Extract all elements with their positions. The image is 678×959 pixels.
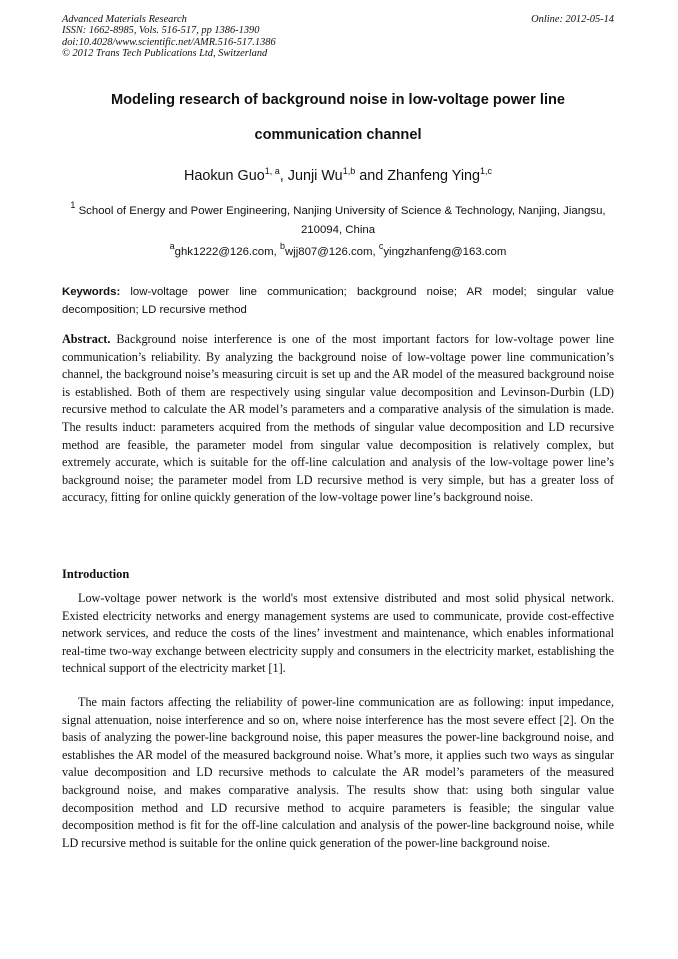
issn-line: ISSN: 1662-8985, Vols. 516-517, pp 1386-1390 bbox=[62, 25, 260, 37]
abstract bbox=[62, 331, 614, 507]
section-heading-introduction: Introduction bbox=[62, 567, 130, 581]
author-name: Haokun Guo bbox=[183, 168, 265, 184]
online-date: Online: 2012-05-14 bbox=[531, 14, 614, 25]
email-list: $^a$ghk1222@126.com, $^b$wjj807@126.com, $^c$yingzhanfeng@163.com bbox=[169, 241, 507, 258]
keywords-label: Keywords: bbox=[62, 286, 121, 298]
affiliation-text: School of Energy and Power Engineering, Nanjing University of Science & Technology, Nanjing, Jiangsu, 210094, China bbox=[78, 205, 606, 236]
email-address: wjj807@126.com bbox=[284, 246, 373, 258]
author-separator: , bbox=[279, 168, 288, 184]
email-mark: c bbox=[378, 241, 384, 251]
abstract-text: Background noise interference is one of the most important factors for low-voltage power line communication’s reliability. By analyzing the background noise of low-voltage power line communication’s channel, the background noise’s measuring circuit is set up and the AR model of the measured background noise is established. Both of them are respectively using singular value decomposition and Levinson-Durbin (LD) recursive method to calculate the AR model’s parameters and a comparative analysis of the simulation is made. The results induct: parameters acquired from the methods of singular value decomposition and LD recursive method are feasible, the parameter model from singular value decomposition is relatively complex, but extremely accurate, which is suitable for the off-line calculation and analysis of the low-voltage power line’s background noise; the parameter model from LD recursive method is very simple, but has a greater loss of accuracy, fitting for online quickly generation of the low-voltage power line’s background noise. bbox=[62, 332, 614, 505]
author-name: Junji Wu bbox=[287, 168, 343, 184]
paper-title-line-2: communication channel bbox=[254, 127, 422, 143]
journal-name: Advanced Materials Research bbox=[62, 14, 187, 25]
email-mark: a bbox=[169, 241, 175, 251]
copyright-line: © 2012 Trans Tech Publications Ltd, Switzerland bbox=[62, 48, 268, 60]
author-affiliation-mark: 1, a bbox=[264, 166, 280, 176]
introduction-paragraph-2: The main factors affecting the reliability of power-line communication are as following: input impedance, signal attenuation, noise interference and so on, where noise interference has the most severe effect [2]. On the basis of analyzing the power-line background noise, this paper measures the power-line background noise, and establishes the AR model of the measured background noise. What’s more, it applies such two ways as singular value decomposition and LD recursive methods to calculate the AR model’s parameters of the measured background noise, and makes comparative analysis. The results show that: using both singular value decomposition method and LD recursive method to acquire parameters is feasible; the singular value decomposition method is fit for the off-line calculation and analysis of the power-line background noise, while LD recursive method is suitable for the online quick generation of the power-line background noise. bbox=[62, 695, 614, 850]
doi-line: doi:10.4028/www.scientific.net/AMR.516-517.1386 bbox=[62, 36, 276, 48]
keywords bbox=[62, 283, 614, 319]
author-affiliation-mark: 1,b bbox=[342, 166, 356, 176]
affiliation bbox=[62, 202, 614, 240]
keywords-text: low-voltage power line communication; background noise; AR model; singular value decomposition; LD recursive method bbox=[62, 286, 614, 316]
introduction-paragraph-1: Low-voltage power network is the world's most extensive distributed and most solid physical network. Existed electricity networks and energy management systems are used to communicate, provide cost-effective network services, and reduce the costs of the lines’ investment and maintenance, which enables informational real-time two-way exchange between electricity supply and consumers in the electricity market, establishing the technical support of the electricity market [1]. bbox=[62, 591, 614, 676]
abstract-label: Abstract. bbox=[62, 332, 111, 346]
author-name: Zhanfeng Ying bbox=[387, 168, 481, 184]
paper-title-line-1: Modeling research of background noise in low-voltage power line bbox=[110, 92, 566, 108]
author-affiliation-mark: 1,c bbox=[480, 166, 493, 176]
page-header bbox=[62, 14, 614, 60]
author-list bbox=[62, 168, 614, 184]
author-separator: and bbox=[355, 168, 388, 184]
email-address: ghk1222@126.com bbox=[174, 246, 274, 258]
email-address: yingzhanfeng@163.com bbox=[383, 246, 507, 258]
affiliation-mark: 1 bbox=[70, 200, 76, 210]
email-mark: b bbox=[279, 241, 285, 251]
